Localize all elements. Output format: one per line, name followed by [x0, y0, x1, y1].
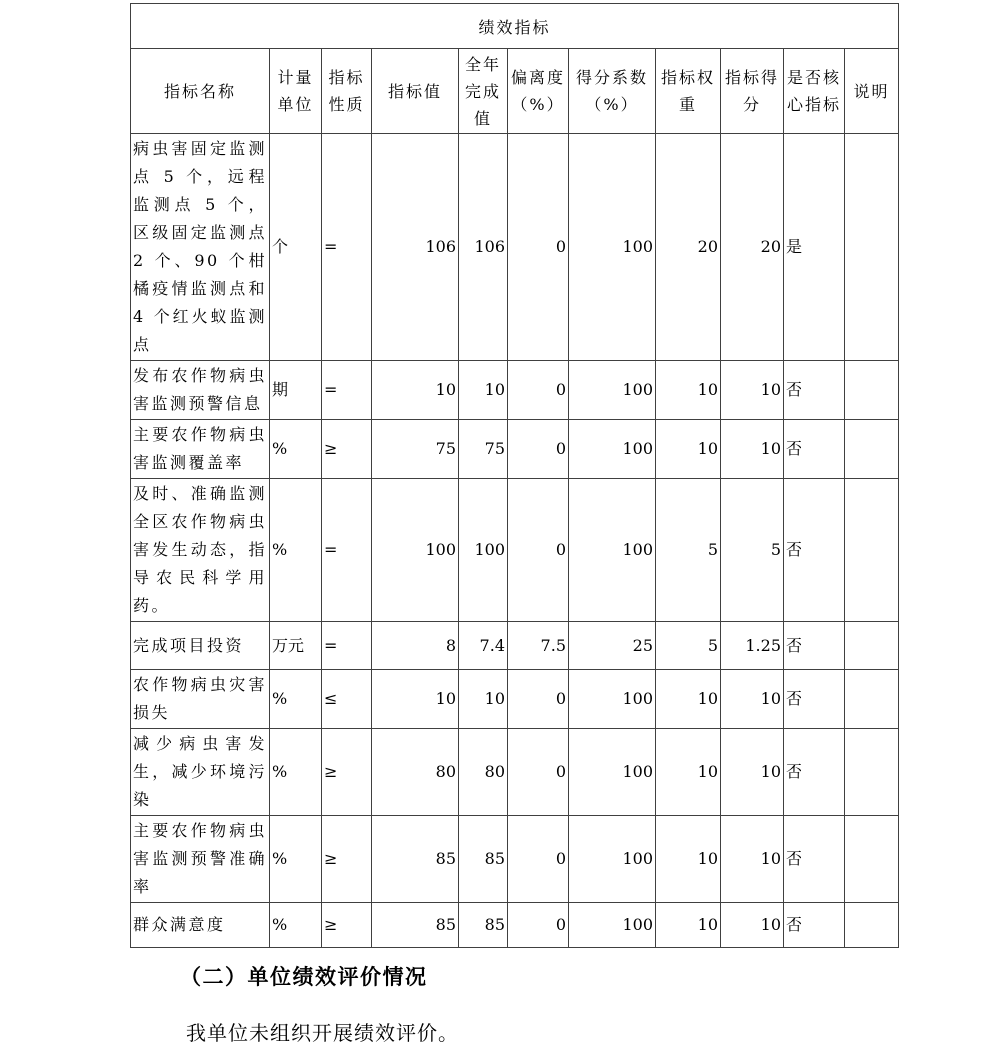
cell-unit: % [270, 903, 322, 948]
header-deviation-pct: 偏离度（%） [508, 49, 569, 134]
cell-annual-completion: 85 [459, 903, 508, 948]
cell-note [845, 903, 899, 948]
table-row [131, 134, 899, 361]
cell-score: 10 [721, 361, 784, 420]
cell-deviation-pct: 7.5 [508, 622, 569, 670]
header-unit: 计量单位 [270, 49, 322, 134]
table-row [131, 729, 899, 816]
table-row [131, 361, 899, 420]
cell-weight: 10 [656, 361, 721, 420]
cell-score: 10 [721, 670, 784, 729]
cell-deviation-pct: 0 [508, 670, 569, 729]
cell-unit: % [270, 816, 322, 903]
cell-annual-completion: 85 [459, 816, 508, 903]
cell-score: 10 [721, 729, 784, 816]
cell-is-core: 否 [784, 479, 845, 622]
cell-indicator-name: 主要农作物病虫害监测覆盖率 [131, 420, 270, 479]
cell-deviation-pct: 0 [508, 134, 569, 361]
cell-unit: % [270, 670, 322, 729]
cell-score-coefficient-pct: 100 [569, 816, 656, 903]
table-row [131, 622, 899, 670]
cell-note [845, 134, 899, 361]
cell-deviation-pct: 0 [508, 420, 569, 479]
cell-target-value: 10 [372, 361, 459, 420]
cell-note [845, 622, 899, 670]
table-title: 绩效指标 [131, 4, 899, 49]
cell-target-value: 80 [372, 729, 459, 816]
cell-unit: % [270, 420, 322, 479]
cell-note [845, 816, 899, 903]
table-row [131, 420, 899, 479]
cell-weight: 10 [656, 420, 721, 479]
cell-target-value: 8 [372, 622, 459, 670]
cell-score: 10 [721, 903, 784, 948]
table-title-row [131, 4, 899, 49]
header-score-coefficient-pct: 得分系数（%） [569, 49, 656, 134]
table-row [131, 479, 899, 622]
cell-annual-completion: 75 [459, 420, 508, 479]
cell-deviation-pct: 0 [508, 903, 569, 948]
cell-nature: = [322, 622, 372, 670]
cell-annual-completion: 7.4 [459, 622, 508, 670]
section-paragraph: 我单位未组织开展绩效评价。 [186, 1021, 459, 1045]
cell-unit: 期 [270, 361, 322, 420]
cell-is-core: 否 [784, 420, 845, 479]
header-annual-completion: 全年完成值 [459, 49, 508, 134]
cell-indicator-name: 群众满意度 [131, 903, 270, 948]
cell-note [845, 479, 899, 622]
header-target-value: 指标值 [372, 49, 459, 134]
cell-score: 20 [721, 134, 784, 361]
cell-deviation-pct: 0 [508, 361, 569, 420]
cell-nature: ≥ [322, 729, 372, 816]
cell-indicator-name: 病虫害固定监测点 5 个，远程监测点 5 个，区级固定监测点 2 个、90 个柑橘疫情监测点和 4 个红火蚁监测点 [131, 134, 270, 361]
table-header-row [131, 49, 899, 134]
cell-deviation-pct: 0 [508, 816, 569, 903]
header-score: 指标得分 [721, 49, 784, 134]
cell-unit: % [270, 729, 322, 816]
cell-score-coefficient-pct: 100 [569, 361, 656, 420]
cell-weight: 10 [656, 670, 721, 729]
cell-weight: 10 [656, 729, 721, 816]
cell-nature: = [322, 479, 372, 622]
cell-annual-completion: 10 [459, 361, 508, 420]
cell-weight: 20 [656, 134, 721, 361]
cell-note [845, 361, 899, 420]
cell-nature: = [322, 134, 372, 361]
cell-score-coefficient-pct: 100 [569, 670, 656, 729]
cell-annual-completion: 80 [459, 729, 508, 816]
cell-score-coefficient-pct: 25 [569, 622, 656, 670]
cell-nature: ≥ [322, 816, 372, 903]
cell-note [845, 420, 899, 479]
cell-score: 1.25 [721, 622, 784, 670]
cell-target-value: 85 [372, 816, 459, 903]
table-row [131, 903, 899, 948]
cell-note [845, 729, 899, 816]
cell-is-core: 是 [784, 134, 845, 361]
cell-target-value: 10 [372, 670, 459, 729]
performance-indicator-table [130, 3, 899, 948]
cell-indicator-name: 发布农作物病虫害监测预警信息 [131, 361, 270, 420]
cell-score: 5 [721, 479, 784, 622]
cell-annual-completion: 100 [459, 479, 508, 622]
cell-annual-completion: 10 [459, 670, 508, 729]
cell-is-core: 否 [784, 361, 845, 420]
cell-nature: ≥ [322, 903, 372, 948]
cell-indicator-name: 农作物病虫灾害损失 [131, 670, 270, 729]
header-nature: 指标性质 [322, 49, 372, 134]
cell-target-value: 75 [372, 420, 459, 479]
cell-deviation-pct: 0 [508, 729, 569, 816]
cell-target-value: 100 [372, 479, 459, 622]
cell-is-core: 否 [784, 670, 845, 729]
cell-score-coefficient-pct: 100 [569, 479, 656, 622]
cell-weight: 5 [656, 479, 721, 622]
cell-is-core: 否 [784, 816, 845, 903]
cell-score-coefficient-pct: 100 [569, 729, 656, 816]
table-row [131, 670, 899, 729]
header-indicator-name: 指标名称 [131, 49, 270, 134]
header-note: 说明 [845, 49, 899, 134]
cell-unit: % [270, 479, 322, 622]
cell-weight: 5 [656, 622, 721, 670]
cell-is-core: 否 [784, 729, 845, 816]
table-body [131, 134, 899, 948]
cell-score-coefficient-pct: 100 [569, 420, 656, 479]
header-weight: 指标权重 [656, 49, 721, 134]
cell-nature: ≤ [322, 670, 372, 729]
cell-note [845, 670, 899, 729]
cell-score: 10 [721, 420, 784, 479]
cell-weight: 10 [656, 816, 721, 903]
cell-unit: 万元 [270, 622, 322, 670]
cell-nature: = [322, 361, 372, 420]
cell-indicator-name: 主要农作物病虫害监测预警准确率 [131, 816, 270, 903]
cell-indicator-name: 完成项目投资 [131, 622, 270, 670]
cell-annual-completion: 106 [459, 134, 508, 361]
cell-score: 10 [721, 816, 784, 903]
table-row [131, 816, 899, 903]
cell-deviation-pct: 0 [508, 479, 569, 622]
cell-score-coefficient-pct: 100 [569, 134, 656, 361]
cell-unit: 个 [270, 134, 322, 361]
cell-target-value: 106 [372, 134, 459, 361]
cell-target-value: 85 [372, 903, 459, 948]
cell-nature: ≥ [322, 420, 372, 479]
section-heading: （二）单位绩效评价情况 [180, 964, 428, 989]
header-is-core: 是否核心指标 [784, 49, 845, 134]
cell-is-core: 否 [784, 622, 845, 670]
cell-score-coefficient-pct: 100 [569, 903, 656, 948]
cell-indicator-name: 减少病虫害发生，减少环境污染 [131, 729, 270, 816]
cell-indicator-name: 及时、准确监测全区农作物病虫害发生动态，指导农民科学用药。 [131, 479, 270, 622]
cell-is-core: 否 [784, 903, 845, 948]
cell-weight: 10 [656, 903, 721, 948]
